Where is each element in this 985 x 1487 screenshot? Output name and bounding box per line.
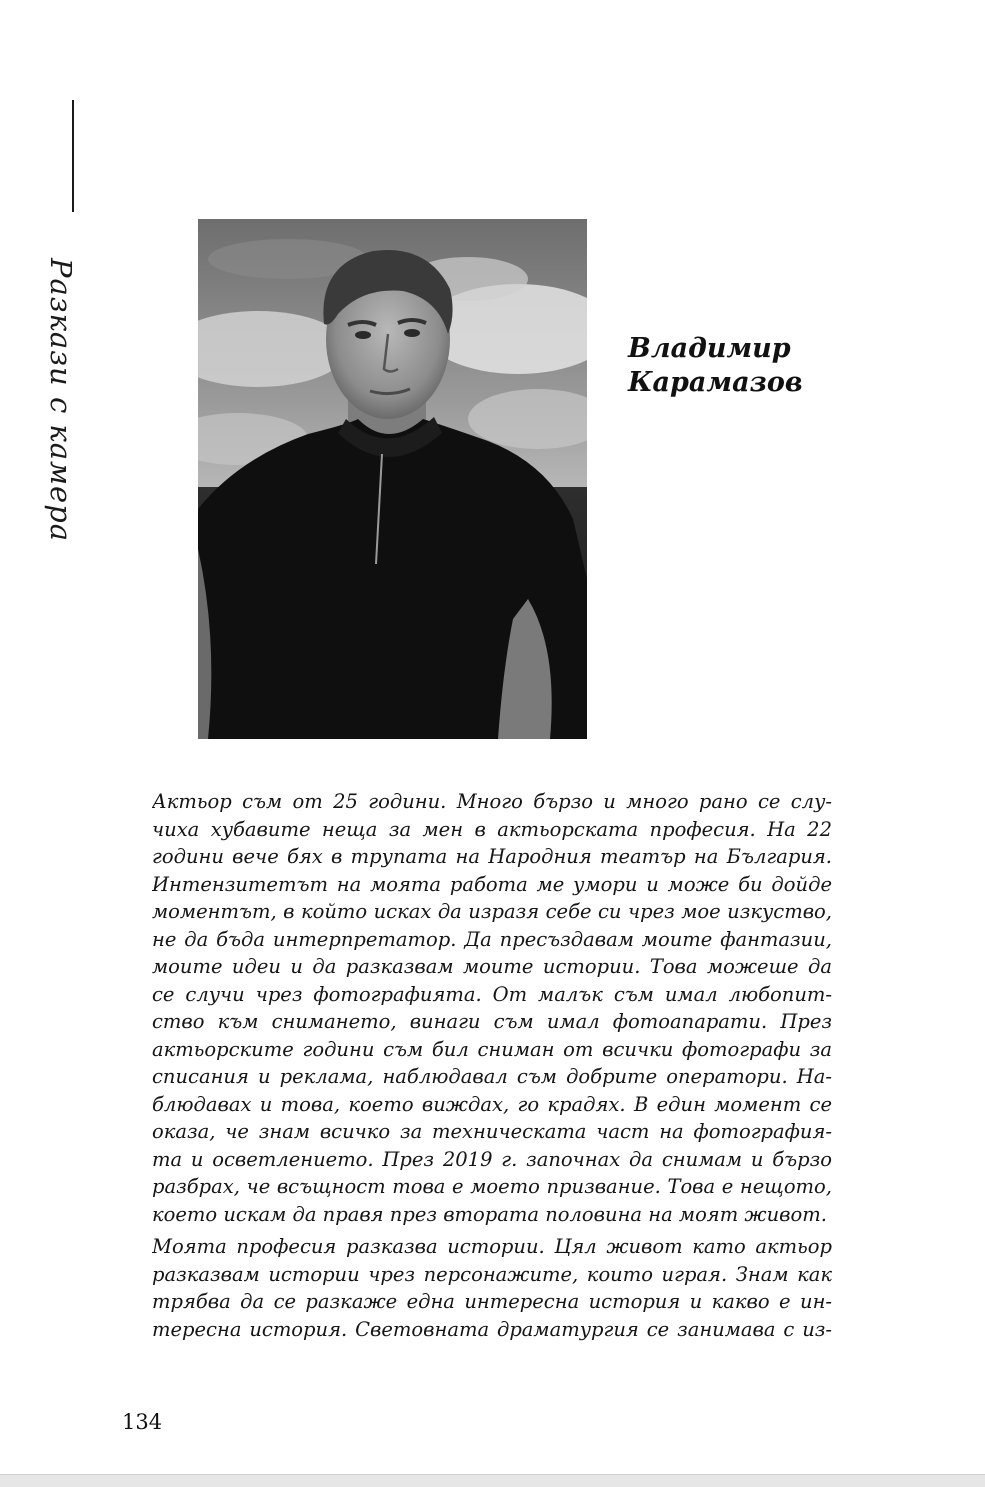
- author-first-name: Владимир: [628, 333, 791, 364]
- text-line: Моята професия разказва истории. Цял живот като актьор: [152, 1235, 832, 1258]
- author-name: [628, 332, 928, 400]
- text-line: тересна история. Световната драматургия се занимава с из-: [152, 1317, 832, 1341]
- text-line: моите идеи и да разказвам моите истории. Това можеше да: [152, 955, 832, 978]
- text-line: чиха хубавите неща за мен в актьорската професия. На 22: [152, 817, 832, 841]
- text-line: актьорските години съм бил сниман от всички фотографи за: [152, 1037, 832, 1061]
- text-line: не да бъда интерпретатор. Да пресъздавам моите фантазии,: [152, 927, 832, 951]
- text-line: се случи чрез фотографията. От малък съм имал любопит-: [152, 982, 832, 1006]
- text-line: години вече бях в трупата на Народния театър на България.: [152, 845, 832, 868]
- text-line: списания и реклама, наблюдавал съм добрите оператори. На-: [152, 1065, 832, 1088]
- author-last-name: Карамазов: [628, 367, 803, 398]
- text-line: трябва да се разкаже една интересна история и какво е ин-: [152, 1290, 832, 1313]
- side-rule: [72, 100, 74, 212]
- text-line: разказвам истории чрез персонажите, които играя. Знам как: [152, 1262, 832, 1286]
- text-line: та и осветлението. През 2019 г. започнах да снимам и бързо: [152, 1147, 832, 1171]
- page-number: 134: [122, 1410, 163, 1434]
- text-line: Актьор съм от 25 години. Много бързо и много рано се слу-: [152, 790, 832, 813]
- text-line: което искам да правя през втората половина на моят живот.: [152, 1202, 827, 1226]
- text-line: оказа, че знам всичко за техническата част на фотография-: [152, 1120, 832, 1143]
- text-line: Интензитетът на моята работа ме умори и може би дойде: [152, 872, 832, 896]
- text-line: моментът, в който исках да изразя себе си чрез мое изкуство,: [152, 900, 832, 923]
- section-title-vertical: Разкази с камера: [44, 258, 78, 543]
- paragraph: [152, 788, 832, 1228]
- article-body: [152, 788, 832, 1343]
- author-portrait-photo: [198, 219, 587, 739]
- text-line: блюдавах и това, което виждах, го крадях. В един момент се: [152, 1092, 832, 1116]
- text-line: ство към снимането, винаги съм имал фотоапарати. През: [152, 1010, 832, 1033]
- paragraph: [152, 1233, 832, 1343]
- text-line: разбрах, че всъщност това е моето призвание. Това е нещото,: [152, 1175, 832, 1198]
- viewer-bottom-edge: [0, 1474, 985, 1487]
